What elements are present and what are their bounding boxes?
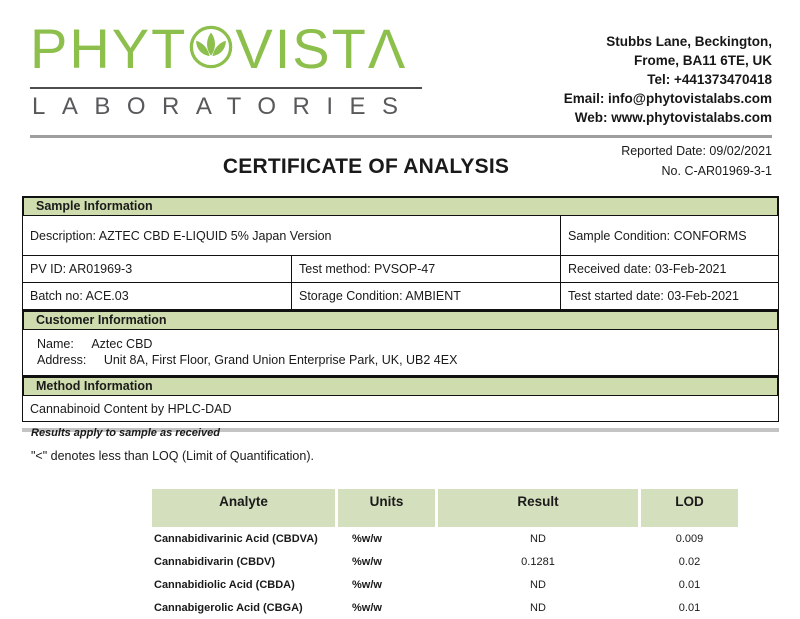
pv-id-cell: PV ID: AR01969-3 bbox=[23, 256, 292, 283]
table-row bbox=[23, 216, 779, 256]
customer-name-value: Aztec CBD bbox=[91, 337, 153, 351]
table-row bbox=[152, 596, 738, 619]
analyte-result: 0.1281 bbox=[521, 555, 555, 568]
brand-text-left: PHYT bbox=[30, 17, 188, 80]
report-meta bbox=[621, 141, 772, 181]
results-table-header bbox=[152, 489, 738, 527]
table-row bbox=[23, 283, 779, 310]
report-number: No. C-AR01969-3-1 bbox=[661, 164, 772, 178]
logo-subtitle: LABORATORIES bbox=[32, 93, 415, 120]
table-row bbox=[23, 396, 779, 422]
loq-note: "<" denotes less than LOQ (Limit of Quantification). bbox=[31, 449, 314, 463]
column-header-analyte: Analyte bbox=[152, 489, 335, 527]
customer-address-row bbox=[37, 353, 764, 367]
customer-name-label: Name: bbox=[37, 337, 74, 351]
contact-web: Web: www.phytovistalabs.com bbox=[574, 110, 772, 125]
storage-condition-cell: Storage Condition: AMBIENT bbox=[292, 283, 561, 310]
customer-information-table bbox=[22, 329, 779, 376]
received-date-cell: Received date: 03-Feb-2021 bbox=[561, 256, 779, 283]
analyte-result: ND bbox=[530, 578, 546, 591]
analyte-name: Cannabidivarin (CBDV) bbox=[154, 555, 276, 568]
table-row bbox=[23, 256, 779, 283]
analyte-name: Cannabidiolic Acid (CBDA) bbox=[154, 578, 295, 591]
analyte-lod: 0.02 bbox=[678, 555, 701, 568]
analyte-name: Cannabigerolic Acid (CBGA) bbox=[154, 601, 303, 614]
test-method-cell: Test method: PVSOP-47 bbox=[292, 256, 561, 283]
customer-address-label: Address: bbox=[37, 353, 87, 367]
method-cell: Cannabinoid Content by HPLC-DAD bbox=[23, 396, 779, 422]
sample-description-cell: Description: AZTEC CBD E-LIQUID 5% Japan Version bbox=[23, 216, 561, 256]
analyte-units: %w/w bbox=[352, 578, 382, 591]
logo-top-rule bbox=[30, 87, 422, 89]
customer-address-value: Unit 8A, First Floor, Grand Union Enterprise Park, UK, UB2 4EX bbox=[103, 353, 458, 367]
table-row bbox=[152, 527, 738, 550]
analyte-name: Cannabidivarinic Acid (CBDVA) bbox=[154, 532, 318, 545]
brand-text-mid: VIST bbox=[235, 17, 368, 80]
info-sections bbox=[22, 196, 779, 432]
sample-information-table bbox=[22, 215, 779, 310]
phytovista-logo bbox=[30, 16, 422, 121]
leaf-circle-icon bbox=[188, 20, 234, 82]
batch-no-cell: Batch no: ACE.03 bbox=[23, 283, 292, 310]
customer-details-cell bbox=[23, 330, 779, 376]
analyte-result: ND bbox=[530, 601, 546, 614]
analyte-units: %w/w bbox=[352, 532, 382, 545]
test-started-date-cell: Test started date: 03-Feb-2021 bbox=[561, 283, 779, 310]
customer-information-header: Customer Information bbox=[22, 310, 779, 329]
analyte-lod: 0.01 bbox=[678, 578, 701, 591]
reported-date: Reported Date: 09/02/2021 bbox=[621, 144, 772, 158]
analyte-units: %w/w bbox=[352, 555, 382, 568]
method-information-table bbox=[22, 395, 779, 422]
table-row bbox=[152, 550, 738, 573]
analyte-lod: 0.01 bbox=[678, 601, 701, 614]
results-note: Results apply to sample as received bbox=[31, 427, 220, 439]
page-title: CERTIFICATE OF ANALYSIS bbox=[222, 155, 510, 178]
customer-name-row bbox=[37, 337, 764, 351]
analyte-lod: 0.009 bbox=[675, 532, 704, 545]
contact-email: Email: info@phytovistalabs.com bbox=[563, 91, 772, 106]
analyte-units: %w/w bbox=[352, 601, 382, 614]
contact-street: Stubbs Lane, Beckington, bbox=[606, 34, 772, 49]
brand-wordmark bbox=[30, 16, 422, 82]
table-row bbox=[152, 573, 738, 596]
sample-information-header: Sample Information bbox=[22, 196, 779, 215]
contact-tel: Tel: +441373470418 bbox=[647, 72, 772, 87]
method-information-header: Method Information bbox=[22, 376, 779, 395]
column-header-lod: LOD bbox=[641, 489, 738, 527]
brand-text-lambda: Λ bbox=[367, 17, 408, 80]
column-header-units: Units bbox=[338, 489, 435, 527]
contact-city: Frome, BA11 6TE, UK bbox=[633, 53, 772, 68]
sample-condition-cell: Sample Condition: CONFORMS bbox=[561, 216, 779, 256]
analyte-result: ND bbox=[530, 532, 546, 545]
lab-contact-block bbox=[564, 32, 772, 127]
header-divider-rule bbox=[30, 135, 772, 138]
table-row bbox=[23, 330, 779, 376]
column-header-result: Result bbox=[438, 489, 638, 527]
